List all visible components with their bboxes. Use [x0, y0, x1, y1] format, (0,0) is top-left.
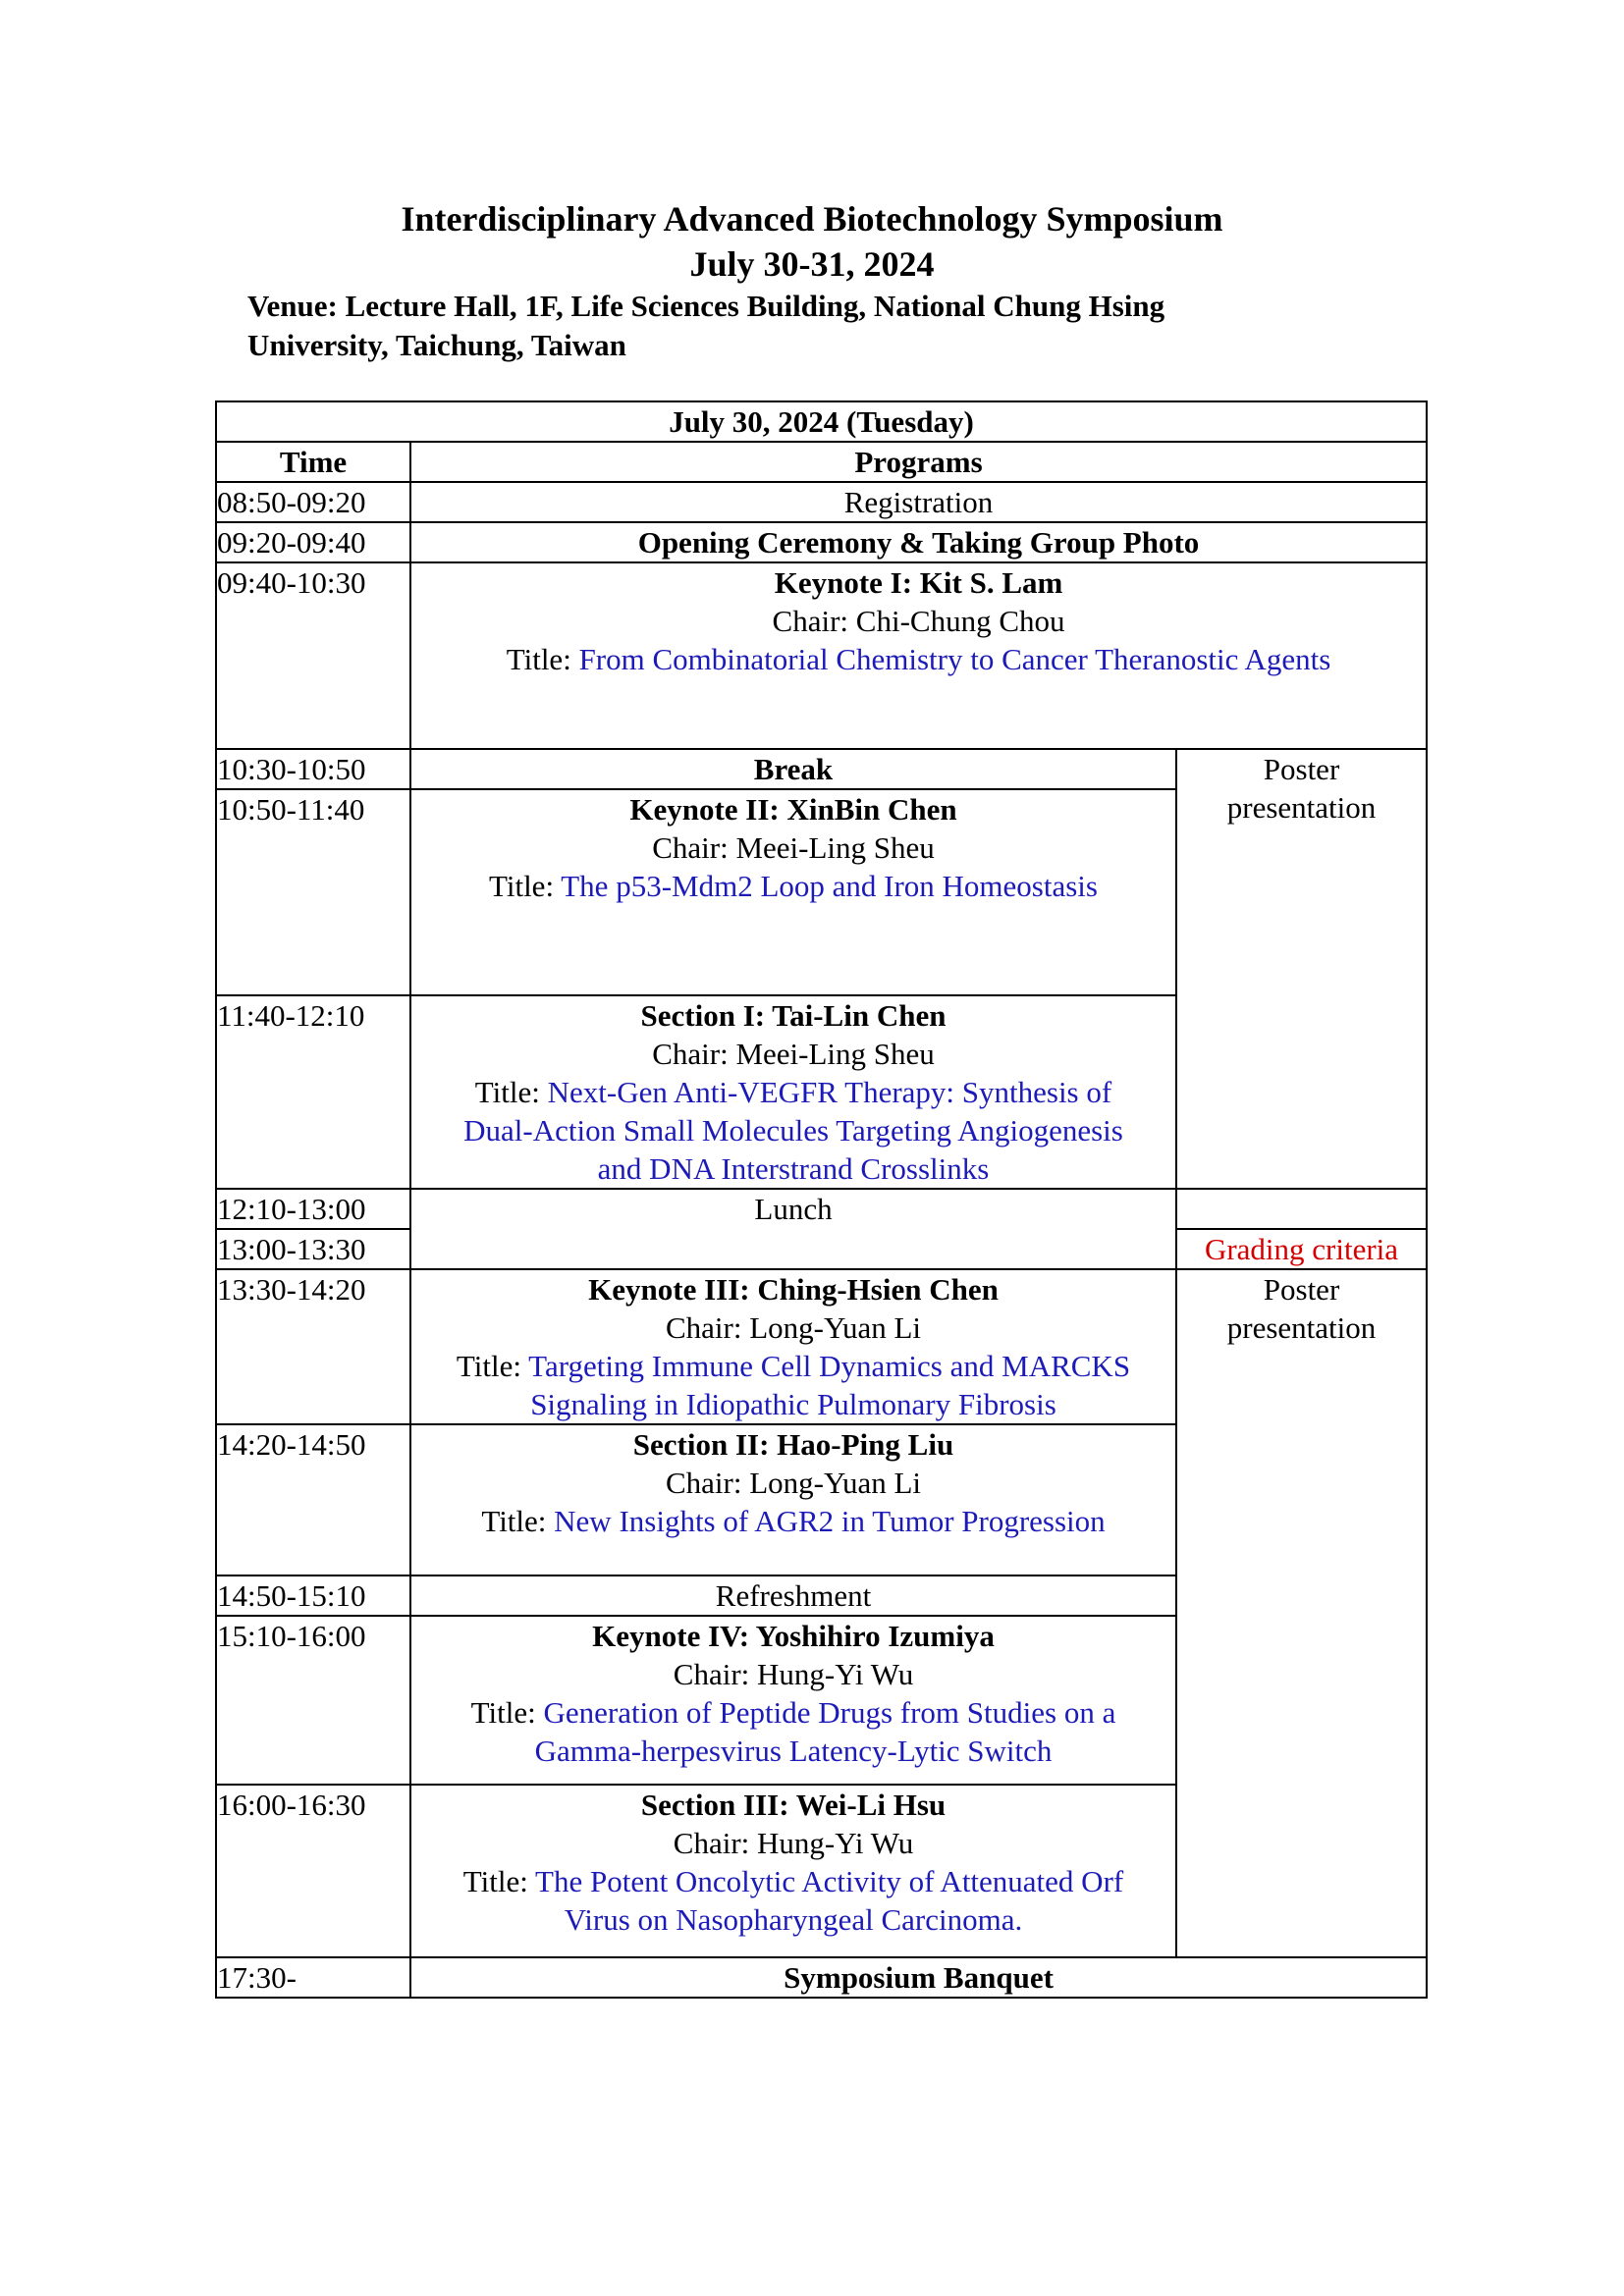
poster-label-line-1: Poster: [1263, 752, 1340, 786]
symposium-dates: July 30-31, 2024: [689, 244, 935, 284]
table-row: [216, 482, 1427, 522]
chair-label: Chair:: [673, 1826, 758, 1860]
time-cell: 12:10-13:00: [216, 1189, 410, 1229]
speaker: Keynote II: XinBin Chen: [629, 792, 957, 827]
table-row: [216, 1189, 1427, 1229]
poster-label-line-2: presentation: [1226, 1310, 1377, 1345]
time-cell: 15:10-16:00: [216, 1616, 410, 1785]
poster-presentation-cell: [1176, 749, 1427, 1189]
grading-criteria: Grading criteria: [1176, 1229, 1427, 1269]
chair-name: Long-Yuan Li: [749, 1310, 922, 1345]
program-cell: Symposium Banquet: [410, 1957, 1427, 1998]
chair-label: Chair:: [673, 1657, 758, 1691]
time-cell: 13:30-14:20: [216, 1269, 410, 1424]
time-cell: 10:50-11:40: [216, 789, 410, 995]
talk-title: Next-Gen Anti-VEGFR Therapy: Synthesis of: [547, 1075, 1112, 1109]
chair-label: Chair:: [652, 1037, 736, 1071]
title-label: Title:: [456, 1349, 529, 1383]
table-row: [216, 1957, 1427, 1998]
speaker: Keynote IV: Yoshihiro Izumiya: [592, 1619, 995, 1653]
talk-title-line: Signaling in Idiopathic Pulmonary Fibrosis: [530, 1387, 1056, 1421]
title-label: Title:: [506, 642, 579, 676]
chair-name: Hung-Yi Wu: [757, 1826, 914, 1860]
symposium-title: Interdisciplinary Advanced Biotechnology Symposium: [401, 199, 1223, 239]
day-heading: July 30, 2024 (Tuesday): [216, 401, 1427, 442]
venue-line-2: University, Taichung, Taiwan: [247, 328, 626, 362]
title-label: Title:: [474, 1075, 548, 1109]
chair-label: Chair:: [665, 1310, 750, 1345]
program-cell: Break: [410, 749, 1176, 789]
schedule-table: [215, 400, 1428, 1999]
chair-label: Chair:: [665, 1466, 750, 1500]
table-row: [216, 749, 1427, 789]
col-time-header: Time: [216, 442, 410, 482]
talk-title: The p53-Mdm2 Loop and Iron Homeostasis: [561, 869, 1098, 903]
time-cell: 10:30-10:50: [216, 749, 410, 789]
chair-name: Chi-Chung Chou: [855, 604, 1065, 638]
title-label: Title:: [481, 1504, 555, 1538]
program-cell: [410, 1269, 1176, 1424]
program-cell: [410, 562, 1427, 749]
time-cell: 11:40-12:10: [216, 995, 410, 1189]
time-cell: 14:20-14:50: [216, 1424, 410, 1575]
time-cell: 17:30-: [216, 1957, 410, 1998]
speaker: Keynote III: Ching-Hsien Chen: [588, 1272, 999, 1307]
program-cell: [410, 1785, 1176, 1957]
chair-name: Long-Yuan Li: [749, 1466, 922, 1500]
title-label: Title:: [462, 1864, 536, 1898]
poster-presentation-cell: [1176, 1269, 1427, 1957]
time-cell: 14:50-15:10: [216, 1575, 410, 1616]
speaker: Section III: Wei-Li Hsu: [640, 1788, 947, 1822]
header-row: [216, 442, 1427, 482]
talk-title-line: and DNA Interstrand Crosslinks: [597, 1151, 990, 1186]
program-cell: Refreshment: [410, 1575, 1176, 1616]
table-row: [216, 1269, 1427, 1424]
chair-name: Meei-Ling Sheu: [735, 1037, 935, 1071]
table-row: [216, 562, 1427, 749]
time-cell: 08:50-09:20: [216, 482, 410, 522]
talk-title: From Combinatorial Chemistry to Cancer Theranostic Agents: [578, 642, 1331, 676]
chair-name: Meei-Ling Sheu: [735, 830, 935, 865]
speaker: Keynote I: Kit S. Lam: [774, 565, 1063, 600]
chair-label: Chair:: [652, 830, 736, 865]
time-cell: 09:40-10:30: [216, 562, 410, 749]
program-cell: Opening Ceremony & Taking Group Photo: [410, 522, 1427, 562]
talk-title-line: Virus on Nasopharyngeal Carcinoma.: [564, 1902, 1023, 1937]
talk-title-line: Dual-Action Small Molecules Targeting Angiogenesis: [463, 1113, 1123, 1148]
venue: [247, 287, 1327, 365]
poster-continuation-cell: [1176, 1189, 1427, 1229]
poster-label-line-2: presentation: [1226, 790, 1377, 825]
talk-title: Generation of Peptide Drugs from Studies on a: [543, 1695, 1116, 1730]
venue-line-1: Venue: Lecture Hall, 1F, Life Sciences Building, National Chung Hsing: [247, 289, 1165, 323]
program-cell: Lunch: [410, 1189, 1176, 1269]
time-cell: 13:00-13:30: [216, 1229, 410, 1269]
program-cell: [410, 1424, 1176, 1575]
chair-label: Chair:: [772, 604, 856, 638]
talk-title: New Insights of AGR2 in Tumor Progression: [554, 1504, 1106, 1538]
table-row: [216, 522, 1427, 562]
title-label: Title:: [470, 1695, 544, 1730]
time-cell: 09:20-09:40: [216, 522, 410, 562]
time-cell: 16:00-16:30: [216, 1785, 410, 1957]
talk-title-line: Gamma-herpesvirus Latency-Lytic Switch: [534, 1734, 1053, 1768]
poster-label-line-1: Poster: [1263, 1272, 1340, 1307]
talk-title: The Potent Oncolytic Activity of Attenuated Orf: [535, 1864, 1124, 1898]
title-label: Title:: [489, 869, 562, 903]
program-cell: [410, 995, 1176, 1189]
talk-title: Targeting Immune Cell Dynamics and MARCKS: [528, 1349, 1131, 1383]
program-cell: [410, 1616, 1176, 1785]
program-cell: Registration: [410, 482, 1427, 522]
col-programs-header: Programs: [410, 442, 1427, 482]
program-cell: [410, 789, 1176, 995]
document-header: [0, 196, 1624, 287]
speaker: Section II: Hao-Ping Liu: [632, 1427, 954, 1462]
chair-name: Hung-Yi Wu: [757, 1657, 914, 1691]
day-row: [216, 401, 1427, 442]
speaker: Section I: Tai-Lin Chen: [640, 998, 947, 1033]
